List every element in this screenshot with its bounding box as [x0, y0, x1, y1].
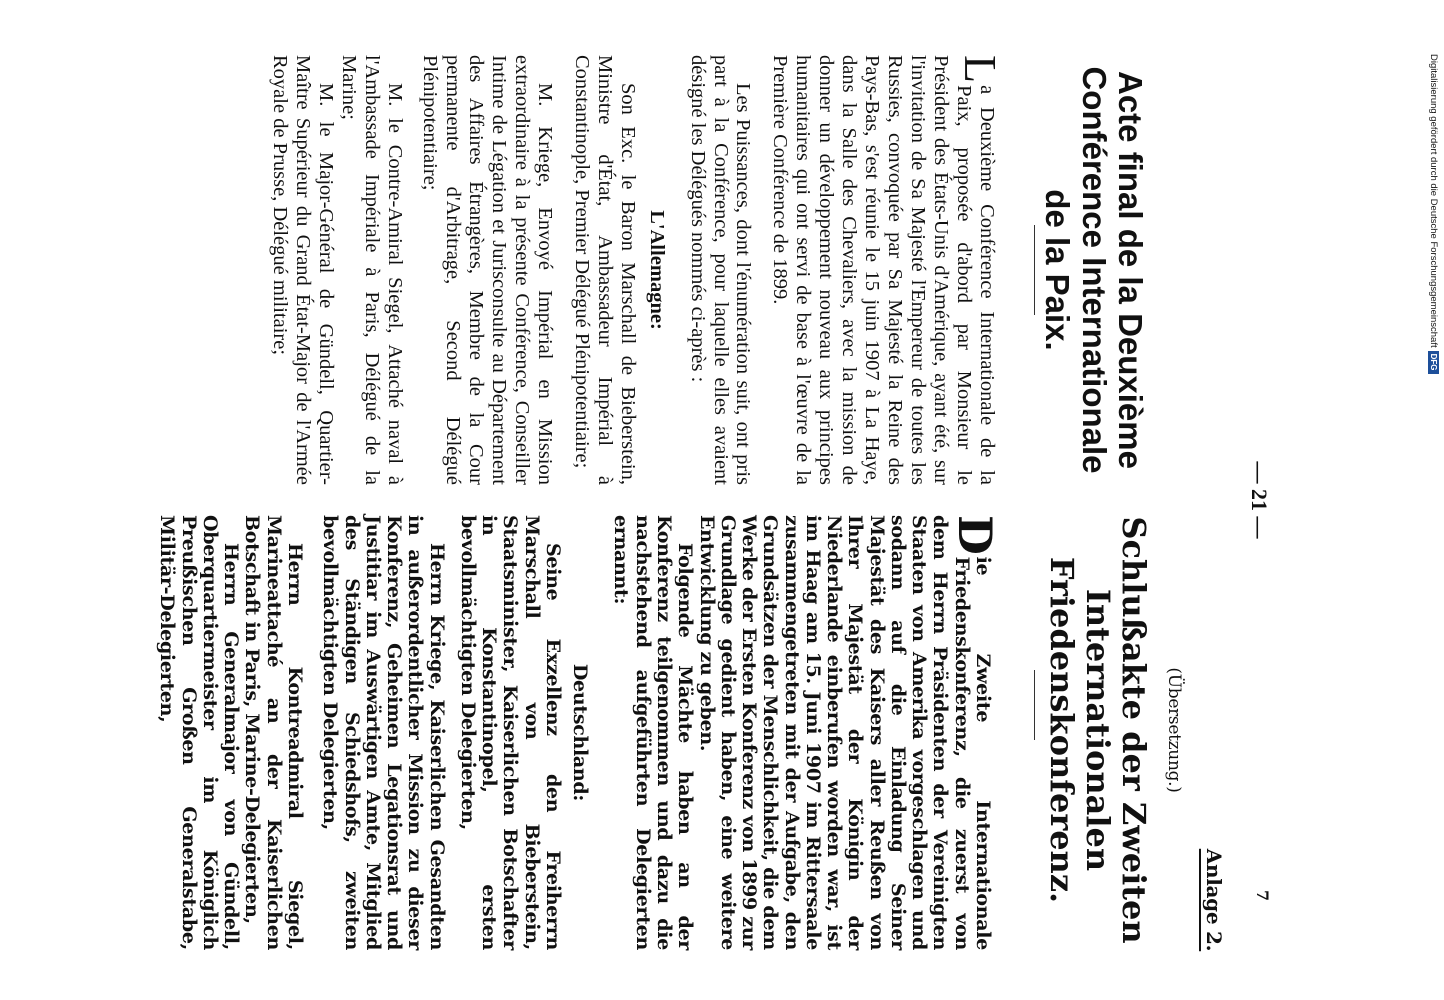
dfg-logo: DFG — [1428, 351, 1439, 374]
german-intro-text: ie Zweite Internationale Friedenskonferenz, die zuerst von dem Herrn Präsidenten der Vereinigten Staaten von Amerika vorgeschlagen und sodann auf die Einladung Seiner Majestät des Kaisers aller Reußen von Ihrer Majestät der Königin der Niederlande einberufen worden war, ist im Haag am 15. Juni 1907 im Rittersaale zusammengetreten mit der Aufgabe, den Grundsätzen der Menschlichkeit, die dem Werke der Ersten Konferenz von 1899 zur Grundlage gedient haben, eine weitere Entwicklung zu geben. — [695, 515, 994, 950]
german-title: Schlußakte der Zweiten Internationalen Friedenskonferenz. — [1043, 516, 1153, 944]
digitization-credit — [1372, 30, 1439, 390]
german-country-heading: Deutschland: — [569, 663, 592, 802]
french-title: Acte final de la Deuxième Conférence Internationale de la Paix. — [1039, 66, 1149, 474]
annex-label: Anlage 2. — [1202, 848, 1226, 952]
french-title-rule — [1034, 225, 1035, 315]
german-column — [156, 515, 1002, 950]
german-title-rule — [1034, 670, 1035, 740]
credit-text: Digitalisierung gefördert durch die Deutsche Forschungsgemeinschaft — [1428, 54, 1439, 348]
french-delegate: M. le Contre-Amiral Siegel, Attaché naval à l'Ambassade Impériale à Paris, Délégué de la Marine; — [338, 55, 407, 485]
translation-note: (Übersetzung.) — [1164, 667, 1184, 793]
french-intro-text: a Deuxième Conférence Internationale de la Paix, proposée d'abord par Monsieur le Président des États-Unis d'Amérique, ayant été, sur l'invitation de Sa Majesté l'Empereur de toutes les Russies, convoquée par Sa Majesté la Reine des Pays-Bas, s'est réunie le 15 juin 1907 à La Haye, dans la Salle des Chevaliers, avec la mission de donner un développement nouveau aux principes humanitaires qui ont servi de base à l'œuvre de la Première Conférence de 1899. — [769, 55, 998, 485]
french-powers-paragraph: Les Puissances, dont l'énumération suit, ont pris part à la Conférence, pour laquelle elles avaient désigné les Délégués nommés ci-après : — [686, 55, 755, 485]
folio-mark: 7 — [1253, 890, 1272, 901]
german-delegate: Herrn Kontreadmiral Siegel, Marineattaché an der Kaiserlichen Botschaft in Paris, Marine-Delegierten, — [241, 515, 307, 950]
german-dropcap: D — [948, 515, 1002, 555]
french-delegate: Son Exc. le Baron Marschall de Bieberstein, Ministre d'État, Ambassadeur Impérial à Constantinople, Premier Délégué Plénipotentiaire; — [570, 55, 639, 485]
french-column — [268, 55, 1006, 485]
german-delegate: Seine Exzellenz den Freiherrn Marschall von Bieberstein, Staatsminister, Kaiserlichen Botschafter in Konstantinopel, ersten bevollmächtigten Delegierten, — [456, 515, 564, 950]
german-intro-paragraph — [695, 515, 1002, 950]
page-number: — 21 — — [1247, 461, 1272, 539]
german-powers-paragraph: Folgende Mächte haben an der Konferenz teilgenommen und dazu die nachstehend aufgeführten Delegierten ernannt: — [610, 515, 697, 950]
german-delegate: Herrn Generalmajor von Gündell, Oberquartiermeister im Königlich Preußischen Großen Generalstabe, Militär-Delegierten, — [156, 515, 243, 950]
german-delegate: Herrn Kriege, Kaiserlichen Gesandten in außerordentlicher Mission zu dieser Konferenz, Geheimen Legationsrat und Justitiar im Auswärtigen Amte, Mitglied des Ständigen Schiedshofs, zweiten bevollmächtigten Delegierten, — [319, 515, 448, 950]
french-dropcap: L — [955, 55, 1006, 84]
french-intro-paragraph — [768, 55, 1006, 485]
french-delegate: M. le Major-Général de Gündell, Quartier-Maître Supérieur du Grand État-Major de l'Armée Royale de Prusse, Délégué militaire; — [269, 55, 338, 485]
french-delegate: M. Kriege, Envoyé Impérial en Mission extraordinaire à la présente Conférence, Conseiller Intime de Légation et Jurisconsulte au Département des Affaires Étrangères, Membre de la Cour permanente d'Arbitrage, Second Délégué Plénipotentiaire; — [419, 55, 556, 485]
french-country-heading: L'Allemagne: — [645, 210, 668, 330]
